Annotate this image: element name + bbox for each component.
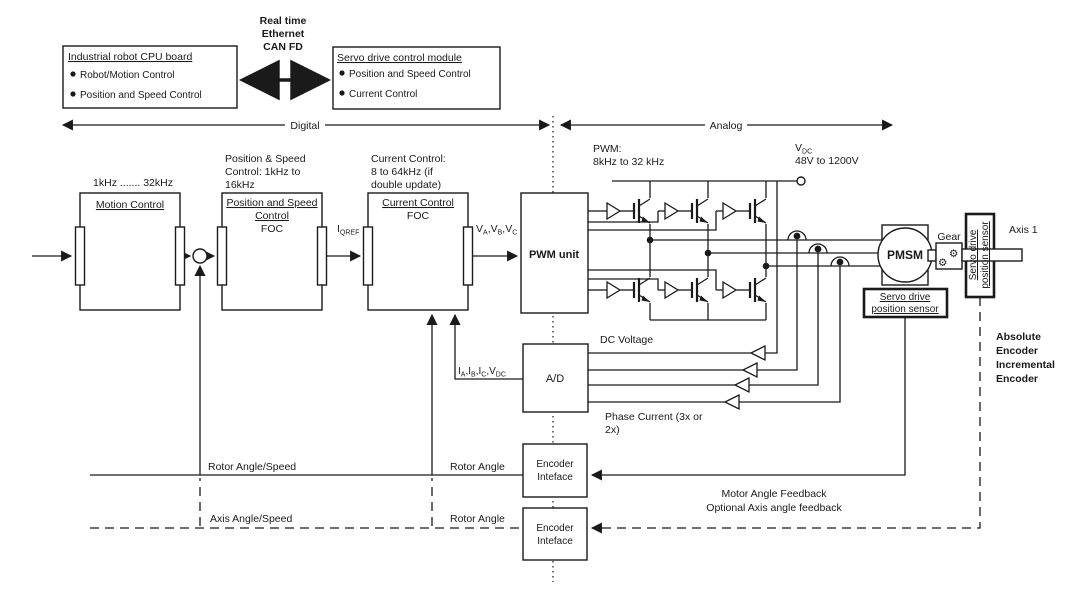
amplifier-icon <box>725 395 739 409</box>
svg-text:position sensor: position sensor <box>871 304 939 315</box>
svg-text:PWM:: PWM: <box>593 143 622 155</box>
svg-text:Inteface: Inteface <box>537 472 573 483</box>
svg-text:FOC: FOC <box>260 223 284 235</box>
adc-block <box>523 344 588 412</box>
svg-text:VDC: $V_{DC}$ <box>795 142 813 156</box>
gear-label: Gear <box>937 231 961 243</box>
pwm-unit-label: PWM unit <box>528 249 580 261</box>
servo-module-box <box>333 47 500 109</box>
encoder-types-caption <box>996 331 1055 385</box>
svg-text:Position and Speed: Position and Speed <box>226 197 318 209</box>
bullet-icon <box>70 91 75 96</box>
motor-position-sensor-box <box>864 289 947 317</box>
adc-label: A/D <box>545 373 565 385</box>
svg-text:FOC: FOC <box>406 210 430 222</box>
dc-bus-terminal <box>797 177 805 185</box>
svg-text:8kHz to 32 kHz: 8kHz to 32 kHz <box>593 156 665 168</box>
position-speed-control-block <box>222 193 322 310</box>
svg-text:2x): 2x) <box>605 424 620 436</box>
motor-shaft <box>928 250 936 261</box>
vdc-rating-label <box>795 142 859 167</box>
cpu-board-bullet-1: Robot/Motion Control <box>80 70 175 81</box>
bus-label-2: Ethernet <box>261 28 305 40</box>
svg-text:position sensor: position sensor <box>980 221 991 289</box>
gear-unit <box>936 231 962 269</box>
svg-text:Phase Current (3x or: Phase Current (3x or <box>605 411 703 423</box>
pmsm-label: PMSM <box>887 248 923 262</box>
svg-text:Servo drive: Servo drive <box>968 229 979 281</box>
igbt-symbol <box>658 199 708 223</box>
current-sensor-icon <box>815 246 822 253</box>
svg-text:Absolute: Absolute <box>996 331 1041 343</box>
amplifier-icon <box>735 378 749 392</box>
svg-text:Control: Control <box>255 210 289 222</box>
rotor-angle-label-2: Rotor Angle <box>450 513 505 525</box>
inverter-bridge <box>600 199 766 302</box>
svg-text:Motor Angle Feedback: Motor Angle Feedback <box>721 488 827 500</box>
summing-junction <box>193 249 207 263</box>
current-rate-label <box>371 153 446 191</box>
fieldbus-link <box>243 15 327 80</box>
digital-span-arrow <box>63 120 549 132</box>
bus-label-3: CAN FD <box>263 41 303 53</box>
dc-voltage-label: DC Voltage <box>600 334 654 346</box>
iqref-label: $I_{QREF}$ <box>337 223 360 237</box>
servo-module-title: Servo drive control module <box>337 52 462 64</box>
encoder-interface-2-block <box>523 508 587 560</box>
feedback-caption <box>706 488 842 514</box>
axis1-label: Axis 1 <box>1009 224 1038 236</box>
igbt-symbol <box>600 278 650 302</box>
encoder-interface-1-block <box>523 444 587 497</box>
svg-text:Encoder: Encoder <box>996 373 1039 385</box>
svg-text:Servo drive: Servo drive <box>879 292 931 303</box>
servo-module-bullet-2: Current Control <box>349 89 418 100</box>
svg-text:8 to 64kHz (if: 8 to 64kHz (if <box>371 166 433 178</box>
gear-icon: ⚙ <box>938 257 948 269</box>
position-speed-rate-label <box>225 153 306 191</box>
amplifier-icon <box>743 363 757 377</box>
svg-text:Encoder: Encoder <box>536 523 574 534</box>
adc-input-buffers <box>725 346 765 409</box>
igbt-symbol <box>600 199 650 223</box>
motion-rate-label: 1kHz ....... 32kHz <box>93 177 173 189</box>
cpu-board-box <box>63 46 237 108</box>
svg-text:Current Control: Current Control <box>382 197 454 209</box>
bullet-icon <box>339 90 344 95</box>
svg-text:Inteface: Inteface <box>537 536 573 547</box>
phase-current-label <box>605 411 703 436</box>
rotor-angle-speed-label: Rotor Angle/Speed <box>208 461 297 473</box>
motion-control-label: Motion Control <box>95 199 165 211</box>
bus-label-1: Real time <box>259 15 307 27</box>
gear-icon: ⚙ <box>949 248 959 260</box>
current-sensor-icon <box>794 233 801 240</box>
analog-span-arrow <box>561 120 892 132</box>
servo-module-bullet-1: Position and Speed Control <box>349 69 471 80</box>
svg-text:Incremental: Incremental <box>996 359 1055 371</box>
pwm-unit-block <box>521 193 588 313</box>
current-control-block <box>368 193 468 310</box>
cpu-board-bullet-2: Position and Speed Control <box>80 90 202 101</box>
svg-text:Encoder: Encoder <box>536 459 574 470</box>
vabc-label: $V_A,V_B,V_C$ <box>476 223 518 237</box>
amplifier-icon <box>751 346 765 360</box>
svg-text:48V to 1200V: 48V to 1200V <box>795 155 859 167</box>
iabc-label: $I_A,I_B,I_C,V_{DC}$ <box>458 366 506 379</box>
pmsm-motor <box>878 225 932 285</box>
current-sensor-icon <box>837 259 844 266</box>
svg-text:Control: 1kHz to: Control: 1kHz to <box>225 166 301 178</box>
bullet-icon <box>339 70 344 75</box>
svg-text:Encoder: Encoder <box>996 345 1039 357</box>
analog-label: Analog <box>709 120 743 132</box>
motion-control-block <box>80 193 180 310</box>
svg-text:Optional Axis angle feedback: Optional Axis angle feedback <box>706 502 842 514</box>
cpu-board-title: Industrial robot CPU board <box>68 51 193 63</box>
axis-angle-speed-label: Axis Angle/Speed <box>210 513 293 525</box>
digital-label: Digital <box>290 120 320 132</box>
igbt-symbol <box>716 278 766 302</box>
bullet-icon <box>70 71 75 76</box>
igbt-symbol <box>658 278 708 302</box>
rotor-angle-label-1: Rotor Angle <box>450 461 505 473</box>
svg-text:Position & Speed: Position & Speed <box>225 153 306 165</box>
igbt-symbol <box>716 199 766 223</box>
pwm-rate-label <box>593 143 664 168</box>
svg-text:Current Control:: Current Control: <box>371 153 446 165</box>
svg-text:double update): double update) <box>371 179 442 191</box>
svg-text:16kHz: 16kHz <box>225 179 255 191</box>
